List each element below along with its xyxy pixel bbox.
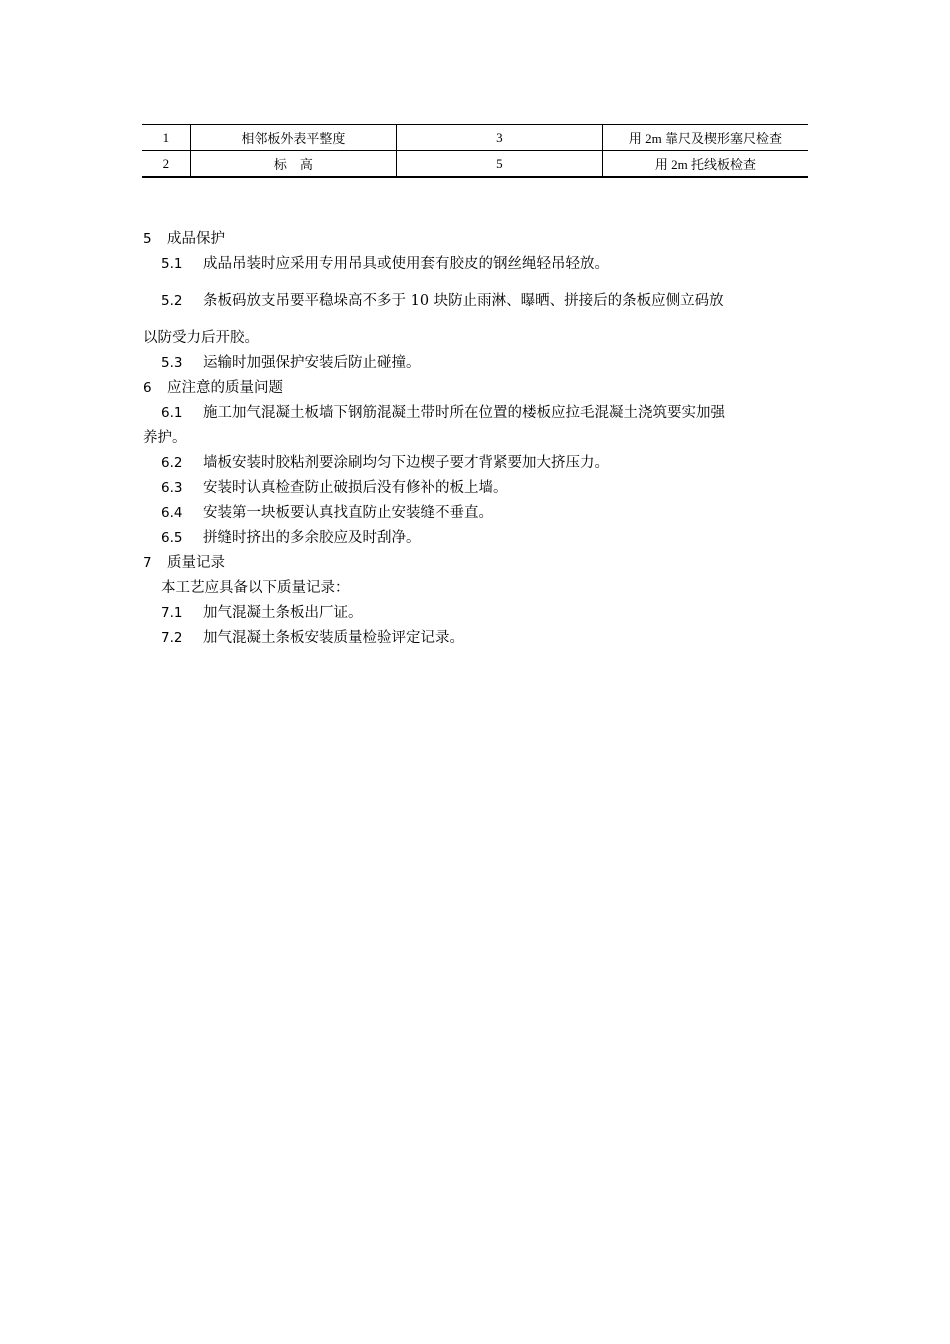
item-number: 6.4 [161,505,183,521]
item-continuation: 以防受力后开胶。 [143,330,259,346]
item-text: 加气混凝土条板出厂证。 [203,605,363,621]
list-item [161,629,464,647]
item-number: 5.3 [161,355,183,371]
item-text: 墙板安装时胶粘剂要涂刷均匀下边楔子要才背紧要加大挤压力。 [203,455,609,471]
table-row [142,151,808,178]
list-item [161,255,609,273]
item-text: 施工加气混凝土板墙下钢筋混凝土带时所在位置的楼板应拉毛混凝土浇筑要实加强 [203,405,725,421]
item-number: 7.2 [161,630,183,646]
section-number: 6 [143,380,152,396]
item-text: 拼缝时挤出的多余胶应及时刮净。 [203,530,421,546]
item-continuation: 养护。 [143,430,187,446]
tolerance-value: 3 [396,125,602,151]
section-heading [143,554,225,572]
list-item [161,479,508,497]
tolerance-value: 5 [396,151,602,178]
section-number: 7 [143,555,152,571]
section-title: 成品保护 [167,231,225,247]
item-text: 加气混凝土条板安装质量检验评定记录。 [203,630,464,646]
list-item [161,454,609,472]
list-item [161,354,421,372]
item-number: 6.1 [161,405,183,421]
list-item [161,404,725,422]
table-row [142,125,808,151]
item-name: 相邻板外表平整度 [190,125,396,151]
tolerance-table [142,124,808,178]
item-number: 6.3 [161,480,183,496]
item-number: 5.1 [161,256,183,272]
item-name: 标 高 [190,151,396,178]
list-item [161,604,363,622]
item-number: 6.5 [161,530,183,546]
section-heading [143,230,225,248]
item-text: 安装第一块板要认真找直防止安装缝不垂直。 [203,505,493,521]
list-item [161,529,421,547]
item-text: 运输时加强保护安装后防止碰撞。 [203,355,421,371]
item-number: 5.2 [161,293,183,309]
item-text: 安装时认真检查防止破损后没有修补的板上墙。 [203,480,508,496]
section-title: 应注意的质量问题 [167,380,283,396]
item-text: 成品吊装时应采用专用吊具或使用套有胶皮的钢丝绳轻吊轻放。 [203,256,609,272]
section-number: 5 [143,231,152,247]
section-intro: 本工艺应具备以下质量记录： [161,580,350,596]
item-number: 6.2 [161,455,183,471]
section-title: 质量记录 [167,555,225,571]
row-number: 1 [142,125,190,151]
list-item [161,292,724,310]
check-method: 用 2m 托线板检查 [602,151,808,178]
list-item [161,504,493,522]
section-heading [143,379,283,397]
item-number: 7.1 [161,605,183,621]
item-text: 条板码放支吊要平稳垛高不多于 10 块防止雨淋、曝晒、拼接后的条板应侧立码放 [203,293,724,309]
check-method: 用 2m 靠尺及楔形塞尺检查 [602,125,808,151]
row-number: 2 [142,151,190,178]
